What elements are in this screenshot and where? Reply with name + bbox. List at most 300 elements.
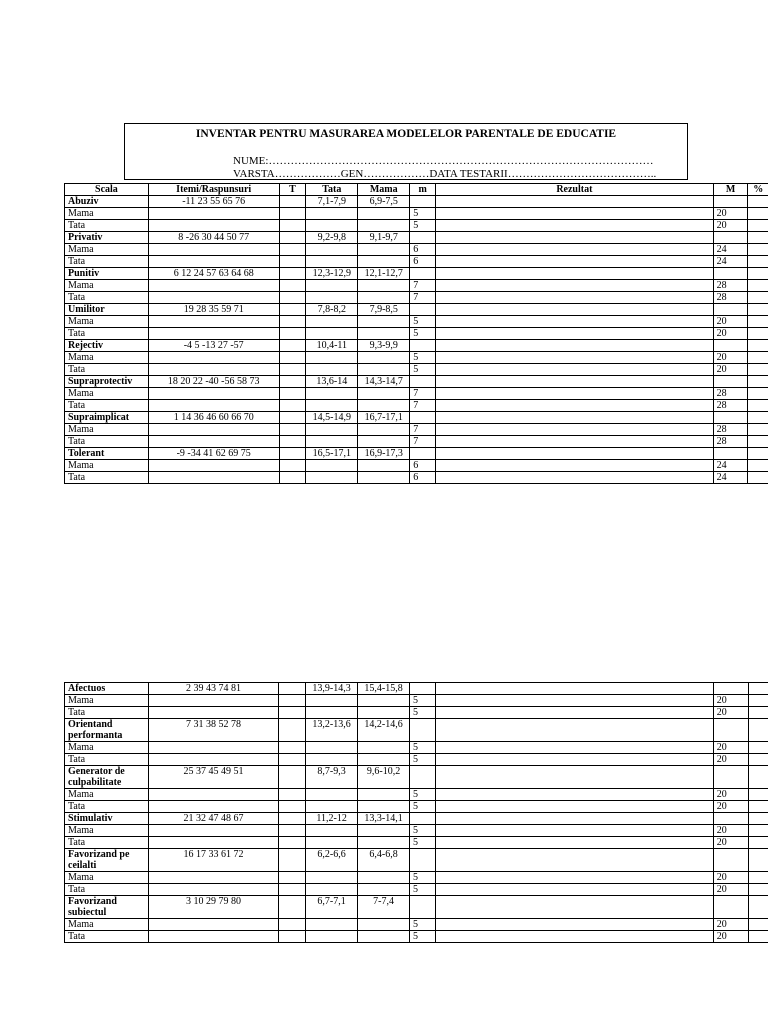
scale-items: 18 20 22 -40 -56 58 73	[148, 376, 279, 388]
parent-m-value: 7	[410, 436, 436, 448]
scale-items: 21 32 47 48 67	[148, 813, 278, 825]
scale-tata-range: 6,2-6,6	[306, 849, 358, 872]
page-title: INVENTAR PENTRU MASURAREA MODELELOR PARENTALE DE EDUCATIE	[195, 128, 617, 140]
scale-pct	[748, 340, 768, 352]
parent-tata	[306, 316, 358, 328]
parent-items	[148, 220, 279, 232]
parent-row	[65, 754, 768, 766]
parent-row	[65, 884, 768, 896]
parent-label: Tata	[65, 837, 149, 849]
scale-t	[279, 813, 306, 825]
scale-name: Privativ	[65, 232, 149, 244]
parent-m-value: 5	[410, 364, 436, 376]
parent-tata	[306, 424, 358, 436]
scale-items: 1 14 36 46 60 66 70	[148, 412, 279, 424]
parent-mama	[358, 931, 410, 943]
scale-t	[279, 340, 306, 352]
parent-M-value: 20	[713, 208, 748, 220]
scale-m	[410, 766, 436, 789]
scale-tata-range: 9,2-9,8	[306, 232, 358, 244]
parent-pct	[748, 742, 768, 754]
parent-t	[279, 424, 306, 436]
parent-t	[279, 328, 306, 340]
parent-row	[65, 742, 768, 754]
scale-name: Abuziv	[65, 196, 149, 208]
parent-rezultat	[435, 837, 713, 849]
parent-label: Mama	[65, 388, 149, 400]
parent-M-value: 28	[713, 280, 748, 292]
parent-mama	[358, 208, 410, 220]
scale-row	[65, 196, 768, 208]
parent-mama	[358, 400, 410, 412]
parent-row	[65, 695, 768, 707]
scale-name: Punitiv	[65, 268, 149, 280]
parent-t	[279, 742, 306, 754]
scale-M	[713, 376, 748, 388]
column-header-mama: Mama	[358, 184, 410, 196]
parent-items	[148, 328, 279, 340]
parent-label: Tata	[65, 328, 149, 340]
scale-t	[279, 268, 306, 280]
parent-label: Mama	[65, 424, 149, 436]
parent-M-value: 28	[713, 388, 748, 400]
parent-pct	[748, 472, 768, 484]
parent-t	[279, 352, 306, 364]
scale-items: 16 17 33 61 72	[148, 849, 278, 872]
scale-tata-range: 6,7-7,1	[306, 896, 358, 919]
parent-mama	[358, 328, 410, 340]
scale-M	[713, 896, 748, 919]
parent-label: Mama	[65, 352, 149, 364]
parent-rezultat	[436, 388, 714, 400]
parent-tata	[306, 292, 358, 304]
parent-label: Mama	[65, 316, 149, 328]
parent-items	[148, 695, 278, 707]
parent-t	[279, 256, 306, 268]
parent-t	[279, 825, 306, 837]
scale-mama-range: 14,3-14,7	[358, 376, 410, 388]
parent-t	[279, 280, 306, 292]
parent-m-value: 7	[410, 280, 436, 292]
scale-rezultat	[435, 766, 713, 789]
parent-m-value: 5	[410, 884, 436, 896]
scale-name: Stimulativ	[65, 813, 149, 825]
parent-m-value: 5	[410, 695, 436, 707]
parent-M-value: 20	[713, 352, 748, 364]
parent-m-value: 5	[410, 825, 436, 837]
scale-mama-range: 7,9-8,5	[358, 304, 410, 316]
scale-name: Supraprotectiv	[65, 376, 149, 388]
scale-rezultat	[436, 232, 714, 244]
parent-label: Tata	[65, 801, 149, 813]
scale-M	[713, 849, 748, 872]
scale-row	[65, 268, 768, 280]
parent-row	[65, 316, 768, 328]
parent-m-value: 5	[410, 789, 436, 801]
parent-m-value: 6	[410, 256, 436, 268]
parent-t	[279, 244, 306, 256]
scale-m	[410, 849, 436, 872]
parent-t	[279, 919, 306, 931]
parent-items	[148, 801, 278, 813]
parent-rezultat	[436, 256, 714, 268]
parent-t	[279, 208, 306, 220]
parent-mama	[358, 436, 410, 448]
scale-row	[65, 813, 768, 825]
parent-row	[65, 400, 768, 412]
parent-label: Mama	[65, 789, 149, 801]
scale-tata-range: 8,7-9,3	[306, 766, 358, 789]
parent-t	[279, 388, 306, 400]
parent-label: Mama	[65, 872, 149, 884]
parent-mama	[358, 789, 410, 801]
parent-pct	[748, 328, 768, 340]
parent-M-value: 20	[713, 789, 748, 801]
parent-pct	[748, 220, 768, 232]
parent-mama	[358, 801, 410, 813]
parent-rezultat	[435, 789, 713, 801]
parent-items	[148, 208, 279, 220]
scale-items: 3 10 29 79 80	[148, 896, 278, 919]
scale-row	[65, 304, 768, 316]
parent-row	[65, 208, 768, 220]
parent-items	[148, 472, 279, 484]
parent-mama	[358, 754, 410, 766]
scale-m	[410, 340, 436, 352]
scale-M	[713, 304, 748, 316]
scale-name: Favorizand subiectul	[65, 896, 149, 919]
scale-mama-range: 7-7,4	[358, 896, 410, 919]
parent-label: Mama	[65, 742, 149, 754]
scale-mama-range: 9,3-9,9	[358, 340, 410, 352]
parent-t	[279, 754, 306, 766]
scale-items: -9 -34 41 62 69 75	[148, 448, 279, 460]
parent-M-value: 28	[713, 424, 748, 436]
parent-tata	[306, 919, 358, 931]
parent-m-value: 5	[410, 931, 436, 943]
parent-tata	[306, 801, 358, 813]
parent-rezultat	[435, 825, 713, 837]
parent-M-value: 28	[713, 400, 748, 412]
parent-tata	[306, 695, 358, 707]
parent-m-value: 5	[410, 919, 436, 931]
scale-rezultat	[435, 849, 713, 872]
parent-m-value: 5	[410, 801, 436, 813]
parent-tata	[306, 256, 358, 268]
parent-tata	[306, 789, 358, 801]
scale-m	[410, 448, 436, 460]
parent-pct	[748, 695, 768, 707]
parent-m-value: 5	[410, 742, 436, 754]
parent-rezultat	[435, 872, 713, 884]
parent-row	[65, 280, 768, 292]
scale-t	[279, 849, 306, 872]
scale-mama-range: 15,4-15,8	[358, 683, 410, 695]
parent-row	[65, 256, 768, 268]
parent-tata	[306, 707, 358, 719]
parent-M-value: 20	[713, 919, 748, 931]
parent-mama	[358, 472, 410, 484]
parent-M-value: 28	[713, 292, 748, 304]
scale-rezultat	[435, 813, 713, 825]
parent-items	[148, 292, 279, 304]
parent-label: Mama	[65, 208, 149, 220]
scale-t	[279, 719, 306, 742]
parent-tata	[306, 352, 358, 364]
scale-rezultat	[436, 268, 714, 280]
parent-rezultat	[436, 316, 714, 328]
parent-items	[148, 400, 279, 412]
scale-tata-range: 11,2-12	[306, 813, 358, 825]
scale-row	[65, 412, 768, 424]
parent-pct	[748, 707, 768, 719]
header-box	[124, 123, 688, 180]
parent-rezultat	[435, 695, 713, 707]
scale-pct	[748, 896, 768, 919]
scale-m	[410, 813, 436, 825]
scale-m	[410, 719, 436, 742]
parent-m-value: 5	[410, 352, 436, 364]
parent-row	[65, 328, 768, 340]
scale-pct	[748, 719, 768, 742]
parent-pct	[748, 292, 768, 304]
parent-rezultat	[435, 884, 713, 896]
scale-items: 2 39 43 74 81	[148, 683, 278, 695]
scale-m	[410, 232, 436, 244]
scale-pct	[748, 196, 768, 208]
parent-mama	[358, 919, 410, 931]
scale-items: 25 37 45 49 51	[148, 766, 278, 789]
parent-rezultat	[436, 436, 714, 448]
scale-tata-range: 13,9-14,3	[306, 683, 358, 695]
scale-m	[410, 896, 436, 919]
parent-row	[65, 352, 768, 364]
parent-tata	[306, 436, 358, 448]
parent-m-value: 7	[410, 424, 436, 436]
scale-mama-range: 6,9-7,5	[358, 196, 410, 208]
parent-m-value: 7	[410, 292, 436, 304]
scale-row	[65, 683, 768, 695]
parent-label: Tata	[65, 256, 149, 268]
parent-items	[148, 244, 279, 256]
parent-mama	[358, 244, 410, 256]
parent-mama	[358, 460, 410, 472]
parent-M-value: 20	[713, 931, 748, 943]
parent-items	[148, 872, 278, 884]
parent-label: Mama	[65, 460, 149, 472]
scale-rezultat	[436, 412, 714, 424]
parent-tata	[306, 472, 358, 484]
scale-pct	[748, 766, 768, 789]
parent-label: Tata	[65, 364, 149, 376]
parent-tata	[306, 328, 358, 340]
parent-tata	[306, 280, 358, 292]
scale-name: Afectuos	[65, 683, 149, 695]
parent-label: Mama	[65, 244, 149, 256]
parent-label: Tata	[65, 931, 149, 943]
parent-M-value: 20	[713, 825, 748, 837]
parent-m-value: 7	[410, 388, 436, 400]
scale-rezultat	[436, 340, 714, 352]
parent-t	[279, 436, 306, 448]
scale-row	[65, 340, 768, 352]
parent-mama	[358, 364, 410, 376]
parent-items	[148, 837, 278, 849]
scale-M	[713, 719, 748, 742]
parent-rezultat	[436, 244, 714, 256]
parent-row	[65, 364, 768, 376]
parent-M-value: 24	[713, 244, 748, 256]
parent-row	[65, 872, 768, 884]
scale-t	[279, 304, 306, 316]
parent-mama	[358, 352, 410, 364]
parent-M-value: 20	[713, 316, 748, 328]
scale-M	[713, 412, 748, 424]
parent-m-value: 6	[410, 472, 436, 484]
parent-rezultat	[436, 352, 714, 364]
parent-t	[279, 364, 306, 376]
parent-label: Tata	[65, 436, 149, 448]
parent-row	[65, 825, 768, 837]
scale-pct	[748, 813, 768, 825]
parent-items	[148, 825, 278, 837]
parent-M-value: 20	[713, 742, 748, 754]
parent-items	[148, 919, 278, 931]
parent-rezultat	[435, 754, 713, 766]
scale-mama-range: 12,1-12,7	[358, 268, 410, 280]
parent-row	[65, 837, 768, 849]
parent-row	[65, 220, 768, 232]
column-header-scala: Scala	[65, 184, 149, 196]
column-header-t: T	[279, 184, 306, 196]
parent-rezultat	[435, 919, 713, 931]
scale-pct	[748, 448, 768, 460]
parent-items	[148, 388, 279, 400]
parent-t	[279, 801, 306, 813]
column-header-m: m	[410, 184, 436, 196]
parent-t	[279, 292, 306, 304]
scale-tata-range: 7,1-7,9	[306, 196, 358, 208]
parent-rezultat	[436, 292, 714, 304]
parent-rezultat	[435, 801, 713, 813]
parent-M-value: 20	[713, 801, 748, 813]
parent-M-value: 24	[713, 460, 748, 472]
parent-tata	[306, 208, 358, 220]
parent-rezultat	[435, 707, 713, 719]
parent-rezultat	[436, 208, 714, 220]
parent-mama	[358, 388, 410, 400]
scale-m	[410, 683, 436, 695]
parent-rezultat	[436, 472, 714, 484]
parent-pct	[748, 316, 768, 328]
parent-mama	[358, 316, 410, 328]
parent-items	[148, 436, 279, 448]
parent-tata	[306, 931, 358, 943]
parent-pct	[748, 884, 768, 896]
scale-name: Generator de culpabilitate	[65, 766, 149, 789]
scale-rezultat	[435, 683, 713, 695]
parent-items	[148, 280, 279, 292]
scale-M	[713, 683, 748, 695]
column-header-rezultat: Rezultat	[436, 184, 714, 196]
scale-pct	[748, 376, 768, 388]
parent-mama	[358, 825, 410, 837]
scale-items: 19 28 35 59 71	[148, 304, 279, 316]
scale-mama-range: 9,1-9,7	[358, 232, 410, 244]
scale-pct	[748, 683, 768, 695]
scale-pct	[748, 412, 768, 424]
parent-mama	[358, 292, 410, 304]
scale-mama-range: 16,7-17,1	[358, 412, 410, 424]
parent-rezultat	[435, 742, 713, 754]
parent-t	[279, 472, 306, 484]
parent-items	[148, 789, 278, 801]
scale-name: Orientand performanta	[65, 719, 149, 742]
parent-row	[65, 931, 768, 943]
scale-rezultat	[436, 304, 714, 316]
parent-label: Mama	[65, 280, 149, 292]
scale-M	[713, 196, 748, 208]
scale-row	[65, 232, 768, 244]
column-header-tata: Tata	[306, 184, 358, 196]
parent-mama	[358, 837, 410, 849]
parent-items	[148, 316, 279, 328]
parent-M-value: 20	[713, 754, 748, 766]
parent-t	[279, 695, 306, 707]
scale-M	[713, 340, 748, 352]
scale-m	[410, 304, 436, 316]
parent-t	[279, 220, 306, 232]
parent-tata	[306, 400, 358, 412]
parent-mama	[358, 742, 410, 754]
parent-mama	[358, 884, 410, 896]
scale-name: Favorizand pe ceilalti	[65, 849, 149, 872]
parent-pct	[748, 837, 768, 849]
scale-mama-range: 6,4-6,8	[358, 849, 410, 872]
parent-tata	[306, 364, 358, 376]
parent-M-value: 20	[713, 837, 748, 849]
scale-pct	[748, 232, 768, 244]
parent-mama	[358, 280, 410, 292]
scale-tata-range: 14,5-14,9	[306, 412, 358, 424]
scale-rezultat	[436, 448, 714, 460]
parent-m-value: 7	[410, 400, 436, 412]
varsta-gen-data-field: VARSTA………………GEN………………DATA TESTARII…………………………………..	[233, 168, 657, 180]
parent-m-value: 5	[410, 754, 436, 766]
parent-row	[65, 919, 768, 931]
column-header-itemi: Itemi/Raspunsuri	[148, 184, 279, 196]
parent-M-value: 20	[713, 364, 748, 376]
parent-items	[148, 460, 279, 472]
scale-row	[65, 448, 768, 460]
scale-pct	[748, 849, 768, 872]
scale-t	[279, 683, 306, 695]
parent-row	[65, 292, 768, 304]
parent-rezultat	[436, 400, 714, 412]
parent-row	[65, 801, 768, 813]
parent-row	[65, 436, 768, 448]
parent-tata	[306, 837, 358, 849]
parent-m-value: 6	[410, 244, 436, 256]
scale-row	[65, 766, 768, 789]
parent-M-value: 24	[713, 472, 748, 484]
parent-rezultat	[436, 424, 714, 436]
scale-m	[410, 412, 436, 424]
scale-items: 8 -26 30 44 50 77	[148, 232, 279, 244]
parent-label: Tata	[65, 754, 149, 766]
parent-items	[148, 754, 278, 766]
parent-t	[279, 837, 306, 849]
